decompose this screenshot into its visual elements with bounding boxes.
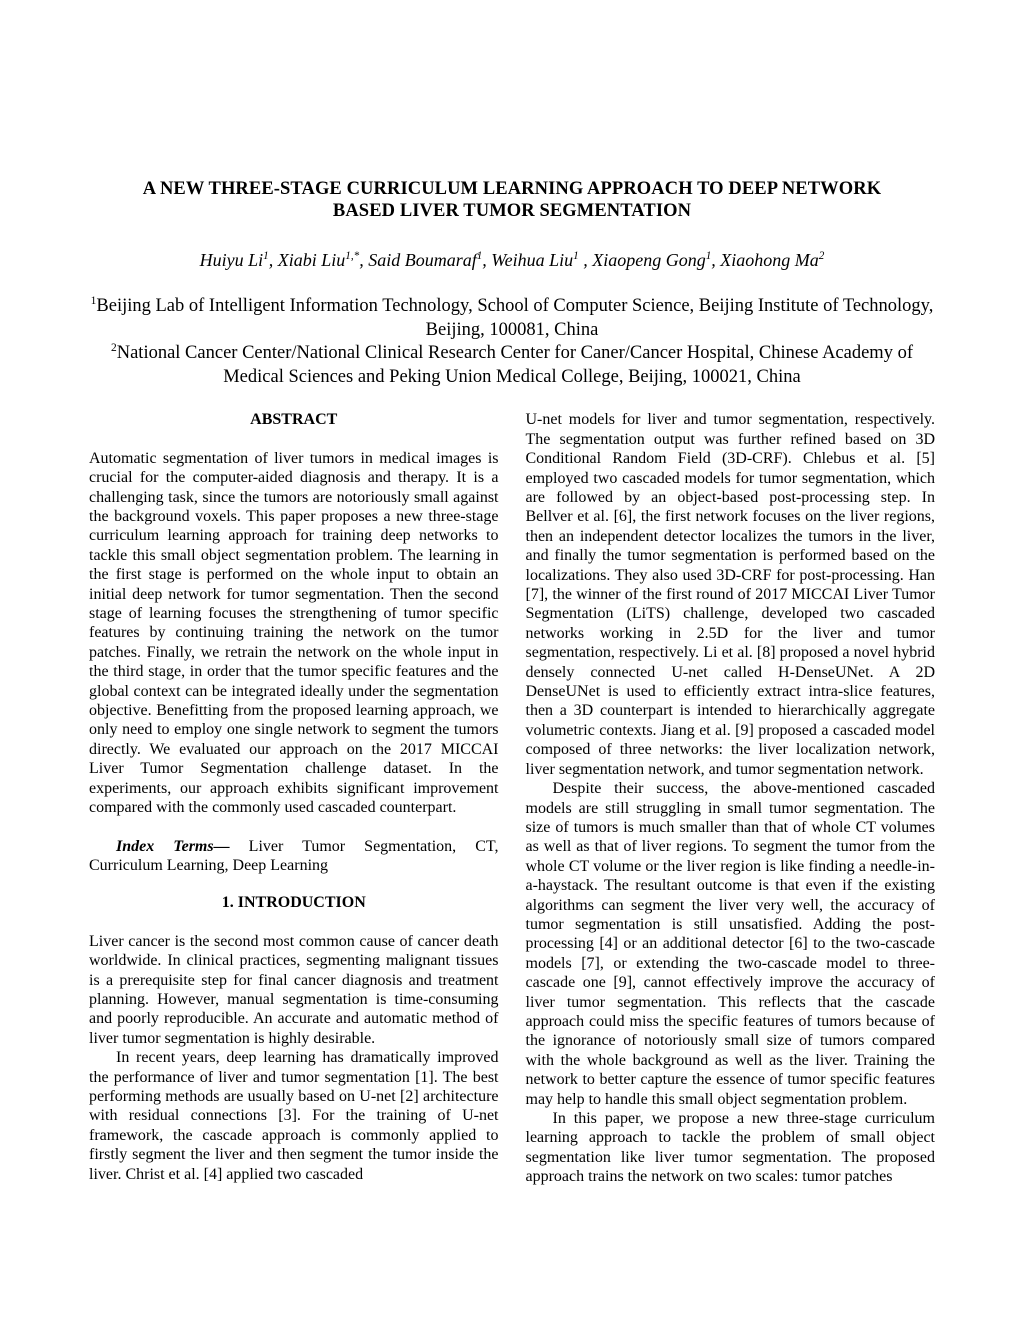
affiliation-superscript: 2 — [111, 342, 117, 355]
author-name: Xiabi Liu — [277, 250, 346, 271]
author-affiliation-superscript: 2 — [818, 250, 825, 263]
author-line — [89, 249, 935, 271]
left-column — [89, 410, 499, 1186]
author-separator: , — [711, 250, 721, 271]
author-affiliation-superscript: 1 — [263, 250, 269, 263]
author-affiliation-superscript: 1,* — [345, 250, 360, 263]
index-terms-text: Liver Tumor Segmentation, CT, Curriculum Learning, Deep Learning — [89, 837, 499, 874]
page-content — [89, 0, 935, 1187]
author-name: Said Boumaraf — [368, 250, 477, 271]
author-affiliation-superscript: 1 — [705, 250, 712, 263]
author-separator: , — [482, 250, 492, 271]
author-name: Xiaopeng Gong — [592, 250, 706, 271]
intro-paragraph-3: Despite their success, the above-mentioned cascaded models are still struggling in small tumor segmentation. The size of tumors is much smaller than that of whole CT volumes as well as that of liver regions. To segment the tumor from the whole CT volume or the liver region is like finding a needle-in-a-haystack. The resultant outcome is that even if the existing algorithms can segment the liver very well, the accuracy of tumor segmentation is still unsatisfied. Adding the post-processing [4] or an additional detector [6] to the two-cascade models [7], or extending the two-cascade model to three-cascade one [9], cannot effectively improve the accuracy of liver tumor segmentation. This reflects that the cascade approach could miss the specific features of tumors because of the ignorance of notoriously small size of tumors compared with the whole background as well as the liver. Training the network to better capture the essence of tumor specific features may help to handle this small object segmentation problem. — [525, 780, 935, 1108]
affiliation-text: Beijing Lab of Intelligent Information Technology, School of Computer Science, Beijing Institute of Technology, Beijing, 100081, China — [96, 296, 934, 340]
paper-title — [89, 178, 935, 222]
author-separator: , — [578, 250, 593, 271]
two-column-body — [89, 410, 935, 1186]
author-separator: , — [359, 250, 369, 271]
abstract-heading: ABSTRACT — [250, 411, 338, 429]
author-name: Xiaohong Ma — [720, 250, 819, 271]
affiliations — [89, 295, 935, 389]
author-name: Weihua Liu — [491, 250, 574, 271]
right-column — [526, 410, 936, 1186]
author-separator: , — [268, 250, 278, 271]
intro-paragraph-1: Liver cancer is the second most common cause of cancer death worldwide. In clinical practices, segmenting malignant tissues is a prerequisite step for final cancer diagnosis and treatment planning. However, manual segmentation is time-consuming and poorly reproducible. An accurate and automatic method of liver tumor segmentation is highly desirable. — [89, 932, 499, 1047]
index-terms-label: Index Terms— — [116, 837, 230, 855]
intro-paragraph-2-continued: U-net models for liver and tumor segmentation, respectively. The segmentation output was further refined based on 3D Conditional Random Field (3D-CRF). Chlebus et al. [5] employed two cascaded models for tumor segmentation, which are followed by an object-based post-processing step. In Bellver et al. [6], the first network focuses on the liver regions, then an independent detector localizes the tumors in the liver, and finally the tumor segmentation is performed based on the localizations. They also used 3D-CRF for post-processing. Han [7], the winner of the first round of 2017 MICCAI Liver Tumor Segmentation (LiTS) challenge, developed two cascaded networks working in 2.5D for the liver and tumor segmentation, respectively. Li et al. [8] proposed a novel hybrid densely connected U-net called H-DenseUNet. A 2D DenseUNet is used to efficiently extract intra-slice features, then a 3D counterpart is intended to hierarchically aggregate volumetric contexts. Jiang et al. [9] proposed a cascaded model composed of three networks: the liver localization network, liver segmentation network, and tumor segmentation network. — [525, 411, 935, 778]
affiliation-text: National Cancer Center/National Clinical Research Center for Caner/Cancer Hospital, Chinese Academy of Medical Sciences and Peking Union Medical College, Beijing, 100021, China — [116, 343, 913, 387]
author-affiliation-superscript: 1 — [573, 250, 579, 263]
intro-paragraph-2: In recent years, deep learning has dramatically improved the performance of liver and tumor segmentation [1]. The best performing methods are usually based on U-net [2] architecture with residual connections [3]. For the training of U-net framework, the cascade approach is commonly applied to firstly segment the liver and then segment the tumor inside the liver. Christ et al. [4] applied two cascaded — [89, 1049, 499, 1183]
paper-title-line-1: A NEW THREE-STAGE CURRICULUM LEARNING APPROACH TO DEEP NETWORK — [142, 179, 882, 200]
intro-paragraph-4: In this paper, we propose a new three-stage curriculum learning approach to tackle the problem of small object segmentation like liver tumor segmentation. The proposed approach trains the network on two scales: tumor patches — [525, 1110, 935, 1186]
affiliation-superscript: 1 — [90, 295, 97, 308]
paper-title-line-2: BASED LIVER TUMOR SEGMENTATION — [332, 201, 692, 222]
introduction-heading: 1. INTRODUCTION — [221, 894, 366, 912]
author-name: Huiyu Li — [199, 250, 264, 271]
affiliation-2 — [89, 342, 935, 389]
index-terms — [89, 837, 499, 876]
affiliation-1 — [89, 295, 935, 342]
abstract-text: Automatic segmentation of liver tumors in medical images is crucial for the computer-aided diagnosis and therapy. It is a challenging task, since the tumors are notoriously small against the background voxels. This paper proposes a new three-stage curriculum learning approach for training deep networks to tackle this small object segmentation problem. The learning in the first stage is performed on the whole input to obtain an initial deep network for tumor segmentation. Then the second stage of learning focuses the strengthening of tumor specific features by continuing training the network on the tumor patches. Finally, we retrain the network on the whole input in the third stage, in order that the tumor specific features and the global context can be integrated ideally under the segmentation objective. Benefitting from the proposed learning approach, we only need to employ one single network to segment the tumors directly. We evaluated our approach on the 2017 MICCAI Liver Tumor Segmentation challenge dataset. In the experiments, our approach exhibits significant improvement compared with the commonly used cascaded counterpart. — [89, 449, 499, 817]
author-affiliation-superscript: 1 — [476, 250, 483, 263]
